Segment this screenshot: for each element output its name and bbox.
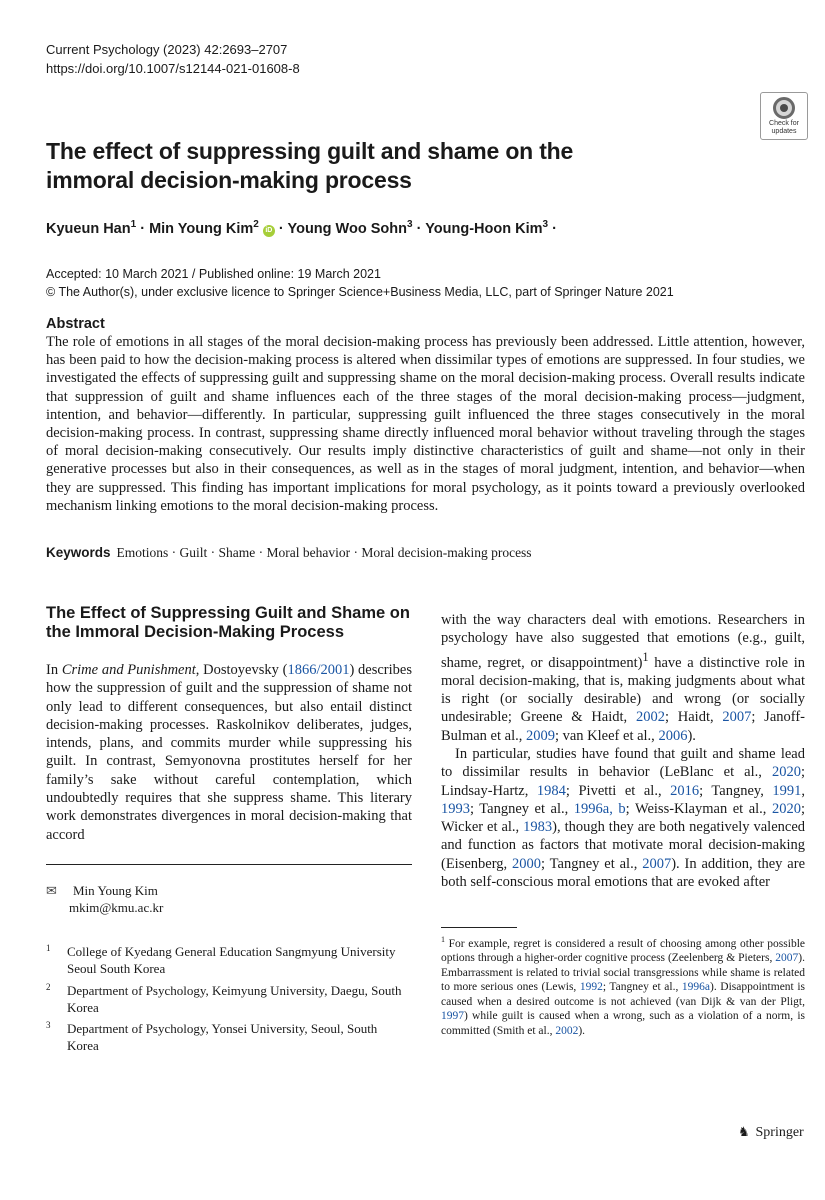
orcid-icon[interactable]: iD — [263, 225, 275, 237]
citation-link[interactable]: 1996a, b — [573, 800, 626, 817]
author-affiliation-mark: 3 — [542, 219, 549, 230]
publisher-name: Springer — [755, 1125, 804, 1140]
section-heading: The Effect of Suppressing Guilt and Shame on the Immoral Decision-Making Process — [46, 604, 410, 641]
affiliation-text: College of Kyedang General Education Sangmyung University Seoul South Korea — [67, 944, 396, 976]
citation-link[interactable]: 2002 — [635, 709, 665, 726]
author-affiliation-mark: 1 — [130, 219, 137, 230]
paragraph: In Crime and Punishment, Dostoyevsky (1866/2001) describes how the suppression of guilt and the suppression of shame not only lead to different consequences, but also entail distinct decision-making processes. Raskolnikov deliberates, judges, intends, plans, and commits murder while suppressing his guilt. In contrast, Semyonovna prostitutes herself for her family’s sake without careful contemplation, which undoubtedly requires that she suppress shame. This literary work demonstrates divergences in moral decision-making that accord — [46, 662, 412, 843]
citation-link[interactable]: 2009 — [525, 727, 555, 744]
keywords — [46, 545, 532, 561]
affiliation-3 — [46, 1020, 412, 1054]
publisher-logo — [738, 1124, 804, 1141]
paragraph: with the way characters deal with emotions. Researchers in psychology have also suggested that emotions (e.g., guilt, shame, regret, or disappointment)$^1$ have a distinctive role in moral decision-making, that is, making judgments about what is right (or socially desirable) and wrong (or socially undesirable; Greene & Haidt, 2002; Haidt, 2007; Janoff-Bulman et al., 2009; van Kleef et al., 2006). — [441, 612, 805, 744]
author-name[interactable]: Young Woo Sohn — [287, 220, 407, 237]
envelope-icon: ✉ — [46, 883, 57, 898]
author-affiliation-mark: 3 — [406, 219, 413, 230]
citation-link[interactable]: 1991 — [772, 782, 802, 799]
footnote: $^1$ For example, regret is considered a result of choosing among other possible options through a higher-order cognitive process (Zeelenberg & Pieters, 2007). Embarrassment is related to trivial social transgressions while shame is related to more serious ones (Lewis, 1992; Tangney et al., 1996a). Disappointment is caused when a desired outcome is not achieved (van Dijk & van der Pligt, 1997) while guilt is caused when a wrong, such as a violation of a norm, is committed (Smith et al., 2002). — [441, 935, 805, 1037]
citation-link[interactable]: 1997 — [441, 1010, 464, 1023]
badge-line-1: Check for — [769, 120, 799, 127]
citation-link[interactable]: 1993 — [441, 800, 470, 817]
abstract-heading: Abstract — [46, 316, 105, 332]
footnote-number: 1 — [441, 935, 445, 944]
citation-link[interactable]: 1992 — [579, 981, 603, 994]
footnote-rule — [441, 927, 517, 928]
citation-link[interactable]: 1996a — [681, 981, 711, 994]
footnote-divider — [46, 864, 412, 865]
affiliation-2 — [46, 982, 412, 1016]
abstract-body: The role of emotions in all stages of the moral decision-making process has previously been addressed. Little attention, however, has been paid to how the decision-making process is altered when dissimilar types of emotions are suppressed. In four studies, we investigated the effects of suppressing guilt and suppressing shame on the moral decision-making process. Overall results indicate that suppression of guilt and shame influences each of the three stages of the moral decision-making process—judgment, intention, and behavior—differently. In particular, suppressing guilt influenced the three stages consecutively in the moral decision-making process. In contrast, suppressing shame directly influenced moral behavior without traveling through the stages of moral decision-making consecutively. Our results imply distinctive characteristics of guilt and shame—not only in their generative processes but also in their consequences, as well as in the stages of moral judgment, intention, and behavior—when they are suppressed. This finding has important implications for moral psychology, as it points toward a previously overlooked mechanism linking emotions to the moral decision-making process. — [46, 334, 805, 514]
affiliation-text: Department of Psychology, Keimyung University, Daegu, South Korea — [67, 983, 402, 1015]
springer-horse-icon: ♞ — [738, 1124, 750, 1139]
author-affiliation-mark: 2 — [253, 219, 259, 230]
affiliation-text: Department of Psychology, Yonsei University, Seoul, South Korea — [67, 1021, 378, 1053]
author-name[interactable]: Kyueun Han — [46, 220, 131, 237]
paper-title: The effect of suppressing guilt and shame on the immoral decision-making process — [46, 138, 574, 193]
citation-link[interactable]: 2020 — [771, 764, 801, 781]
affiliation-number: 1 — [46, 943, 51, 953]
citation-link[interactable]: 2007 — [642, 855, 672, 872]
badge-line-2: updates — [771, 128, 797, 135]
citation-link[interactable]: 2020 — [771, 800, 801, 817]
check-for-updates-icon — [773, 97, 795, 119]
citation-link[interactable]: 2007 — [722, 709, 752, 726]
author-name[interactable]: Young-Hoon Kim — [425, 220, 543, 237]
affiliation-1 — [46, 943, 412, 977]
correspondence-block — [46, 882, 163, 916]
paragraph: In particular, studies have found that guilt and shame lead to dissimilar results in behavior (LeBlanc et al., 2020; Lindsay-Hartz, 1984; Pivetti et al., 2016; Tangney, 1991, 1993; Tangney et al., 1996a, b; Weiss-Klayman et al., 2020; Wicker et al., 1983), though they are both negatively valenced and function as factors that motivate moral decision-making (Eisenberg, 2000; Tangney et al., 2007). In addition, they are both self-conscious moral emotions that are evoked after — [441, 745, 806, 890]
correspondence-email[interactable]: mkim@kmu.ac.kr — [69, 900, 164, 915]
citation-link[interactable]: 2007 — [775, 952, 799, 965]
citation-link[interactable]: 2006 — [658, 727, 688, 744]
affiliation-number: 2 — [46, 982, 51, 992]
journal-citation: Current Psychology (2023) 42:2693–2707 — [46, 42, 288, 57]
left-column-text — [46, 661, 412, 844]
doi-link[interactable]: https://doi.org/10.1007/s12144-021-01608-8 — [46, 61, 300, 76]
citation-link[interactable]: 1983 — [523, 819, 553, 836]
check-for-updates-badge[interactable] — [760, 92, 808, 140]
author-list: Kyueun Han$^1$ · Min Young Kim$^2$ iD · Young Woo Sohn$^3$ · Young-Hoon Kim$^3$ · — [46, 219, 557, 237]
citation-link[interactable]: 1866/2001 — [287, 662, 350, 678]
publication-dates — [46, 265, 674, 301]
keywords-list: Emotions · Guilt · Shame · Moral behavior · Moral decision-making process — [116, 545, 532, 560]
accepted-published-line: Accepted: 10 March 2021 / Published online: 19 March 2021 — [46, 267, 381, 281]
keywords-label: Keywords — [46, 545, 111, 560]
citation-link[interactable]: 2002 — [555, 1024, 579, 1037]
correspondence-name: Min Young Kim — [73, 883, 158, 898]
footnote-marker[interactable]: 1 — [642, 649, 649, 664]
citation-link[interactable]: 1984 — [536, 782, 566, 799]
book-title: Crime and Punishment — [61, 662, 196, 678]
author-name[interactable]: Min Young Kim — [149, 220, 254, 237]
citation-link[interactable]: 2016 — [670, 782, 700, 799]
copyright-line: © The Author(s), under exclusive licence to Springer Science+Business Media, LLC, part of Springer Nature 2021 — [46, 285, 674, 299]
affiliation-number: 3 — [46, 1020, 51, 1030]
right-column-text — [441, 611, 805, 891]
citation-link[interactable]: 2000 — [512, 855, 542, 872]
journal-header — [46, 40, 300, 78]
